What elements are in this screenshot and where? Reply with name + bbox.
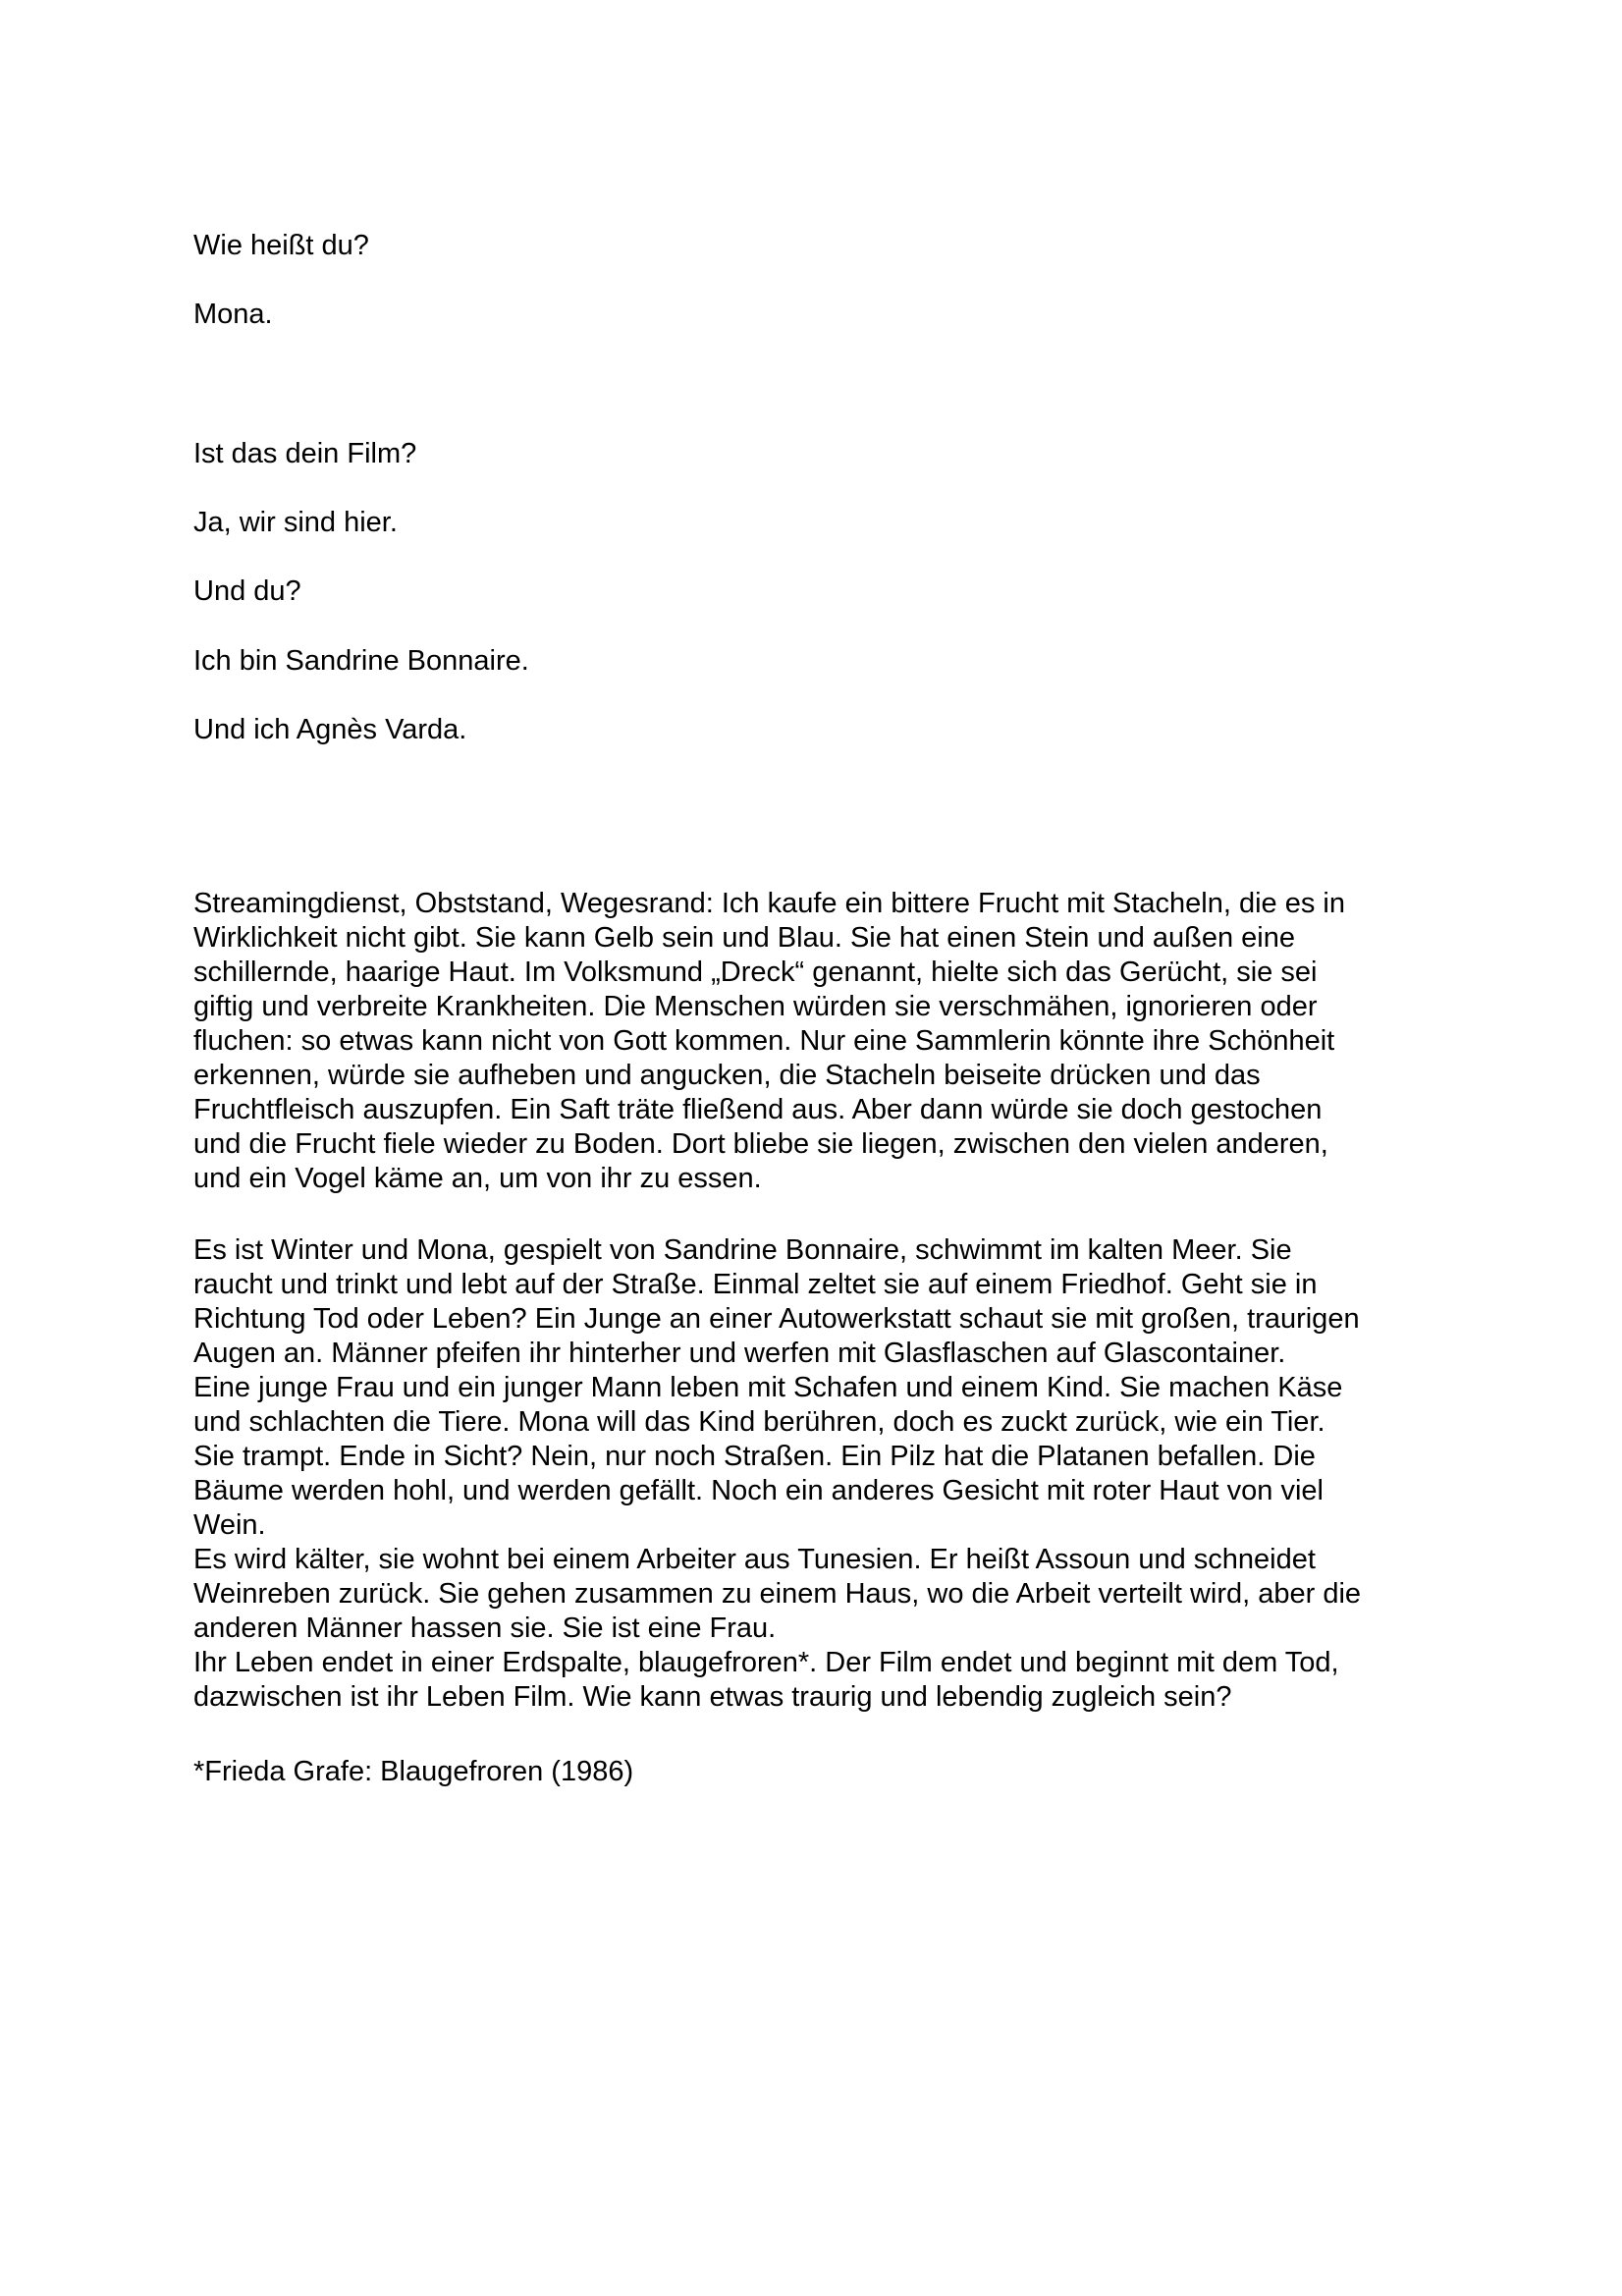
dialogue-line-name-question: Wie heißt du? xyxy=(193,230,369,261)
paragraph-line: Eine junge Frau und ein junger Mann leben mit Schafen und einem Kind. Sie machen Käse xyxy=(193,1372,1343,1403)
paragraph-line: Ihr Leben endet in einer Erdspalte, blaugefroren*. Der Film endet und beginnt mit dem Tod, xyxy=(193,1647,1339,1678)
paragraph-line: erkennen, würde sie aufheben und angucken, die Stacheln beiseite drücken und das xyxy=(193,1060,1261,1091)
dialogue-line-name-answer: Mona. xyxy=(193,299,273,330)
paragraph-line: Bäume werden hohl, und werden gefällt. Noch ein anderes Gesicht mit roter Haut von viel xyxy=(193,1475,1324,1506)
dialogue-line-agnes: Und ich Agnès Varda. xyxy=(193,714,467,745)
paragraph-mona xyxy=(193,1233,1450,1715)
paragraph-line: und ein Vogel käme an, um von ihr zu essen. xyxy=(193,1163,762,1194)
dialogue-line-and-you: Und du? xyxy=(193,575,301,607)
dialogue-line-film-question: Ist das dein Film? xyxy=(193,438,417,469)
paragraph-line: und die Frucht fiele wieder zu Boden. Dort bliebe sie liegen, zwischen den vielen anderen, xyxy=(193,1128,1328,1160)
paragraph-line: Streamingdienst, Obststand, Wegesrand: Ich kaufe ein bittere Frucht mit Stacheln, die es in xyxy=(193,888,1345,919)
paragraph-line: fluchen: so etwas kann nicht von Gott kommen. Nur eine Sammlerin könnte ihre Schönheit xyxy=(193,1025,1335,1057)
paragraph-line: giftig und verbreite Krankheiten. Die Menschen würden sie verschmähen, ignorieren oder xyxy=(193,991,1318,1022)
paragraph-line: Weinreben zurück. Sie gehen zusammen zu einem Haus, wo die Arbeit verteilt wird, aber die xyxy=(193,1578,1362,1610)
paragraph-line: Es ist Winter und Mona, gespielt von Sandrine Bonnaire, schwimmt im kalten Meer. Sie xyxy=(193,1234,1292,1266)
paragraph-line: schillernde, haarige Haut. Im Volksmund „Dreck“ genannt, hielte sich das Gerücht, sie sei xyxy=(193,957,1318,988)
paragraph-line: Sie trampt. Ende in Sicht? Nein, nur noch Straßen. Ein Pilz hat die Platanen befallen. Die xyxy=(193,1441,1316,1472)
paragraph-fruit xyxy=(193,887,1450,1196)
paragraph-line: Richtung Tod oder Leben? Ein Junge an einer Autowerkstatt schaut sie mit großen, traurigen xyxy=(193,1303,1360,1335)
paragraph-line: Wirklichkeit nicht gibt. Sie kann Gelb sein und Blau. Sie hat einen Stein und außen eine xyxy=(193,922,1296,954)
paragraph-line: Augen an. Männer pfeifen ihr hinterher und werfen mit Glasflaschen auf Glascontainer. xyxy=(193,1338,1286,1369)
paragraph-line: Fruchtfleisch auszupfen. Ein Saft träte fließend aus. Aber dann würde sie doch gestochen xyxy=(193,1094,1323,1125)
dialogue-line-film-answer: Ja, wir sind hier. xyxy=(193,507,398,538)
dialogue-line-sandrine: Ich bin Sandrine Bonnaire. xyxy=(193,645,529,677)
paragraph-line: dazwischen ist ihr Leben Film. Wie kann etwas traurig und lebendig zugleich sein? xyxy=(193,1681,1232,1713)
paragraph-line: und schlachten die Tiere. Mona will das Kind berühren, doch es zuckt zurück, wie ein Tier. xyxy=(193,1406,1325,1438)
paragraph-line: raucht und trinkt und lebt auf der Straße. Einmal zeltet sie auf einem Friedhof. Geht sie in xyxy=(193,1269,1318,1300)
paragraph-line: anderen Männer hassen sie. Sie ist eine Frau. xyxy=(193,1613,777,1644)
paragraph-line: Es wird kälter, sie wohnt bei einem Arbeiter aus Tunesien. Er heißt Assoun und schneidet xyxy=(193,1544,1316,1575)
footnote: *Frieda Grafe: Blaugefroren (1986) xyxy=(193,1756,634,1787)
paragraph-line: Wein. xyxy=(193,1509,266,1541)
